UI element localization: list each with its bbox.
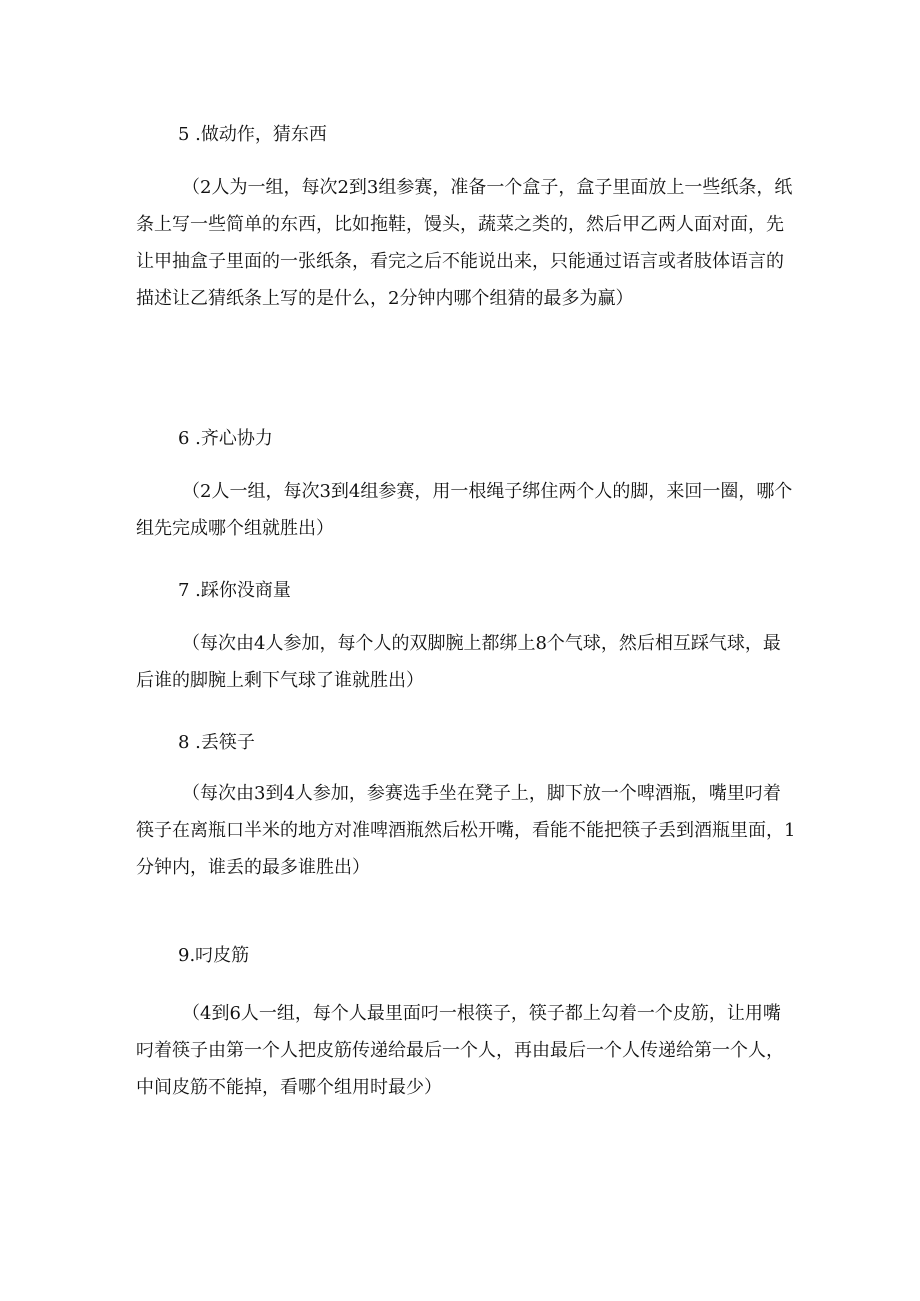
item-5-heading: 5 .做动作，猜东西 [178,124,327,145]
item-6-heading: 6 .齐心协力 [178,428,273,449]
item-5-description: （2人为一组，每次2到3组参赛，准备一个盒子，盒子里面放上一些纸条，纸条上写一些简单的东西，比如拖鞋，馒头，蔬菜之类的，然后甲乙两人面对面，先让甲抽盒子里面的一张纸条，看完之后不能说出来，只能通过语言或者肢体语言的描述让乙猜纸条上写的是什么，2分钟内哪个组猜的最多为赢） [136,177,793,309]
item-8-heading: 8 .丢筷子 [178,732,255,753]
item-9-description: （4到6人一组，每个人最里面叼一根筷子，筷子都上勾着一个皮筋，让用嘴叼着筷子由第一个人把皮筋传递给最后一个人，再由最后一个人传递给第一个人，中间皮筋不能掉，看哪个组用时最少） [136,1003,784,1098]
item-8-description: （每次由3到4人参加，参赛选手坐在凳子上，脚下放一个啤酒瓶，嘴里叼着筷子在离瓶口半米的地方对准啤酒瓶然后松开嘴，看能不能把筷子丢到酒瓶里面，1分钟内，谁丢的最多谁胜出） [136,783,796,878]
item-6-description: （2人一组，每次3到4组参赛，用一根绳子绑住两个人的脚，来回一圈，哪个组先完成哪个组就胜出） [136,481,793,539]
item-7-heading: 7 .踩你没商量 [178,580,291,601]
item-9-heading: 9.叼皮筋 [178,945,250,966]
item-7-description: （每次由4人参加，每个人的双脚腕上都绑上8个气球，然后相互踩气球，最后谁的脚腕上剩下气球了谁就胜出） [136,633,781,691]
